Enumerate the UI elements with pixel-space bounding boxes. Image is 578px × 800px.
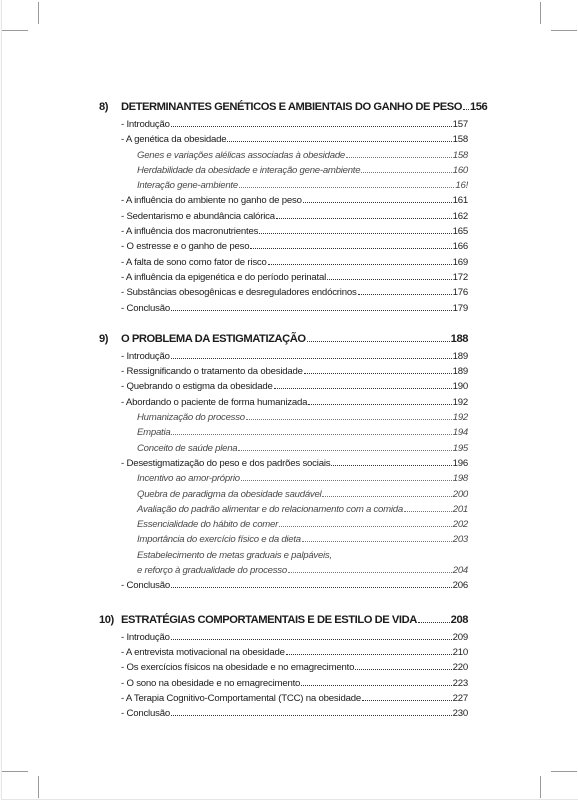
entry-label: - O estresse e o ganho de peso xyxy=(121,241,250,253)
toc-entry[interactable] xyxy=(99,255,468,270)
entry-label: - Desestigmatização do peso e dos padrões sociais xyxy=(121,457,331,469)
entry-label: - Conclusão xyxy=(121,708,170,720)
toc-entry[interactable] xyxy=(99,270,468,285)
entry-label: Empatia xyxy=(137,427,171,439)
entry-label: - Introdução xyxy=(121,631,170,643)
page-number: 165 xyxy=(452,226,468,238)
dot-leader xyxy=(346,157,452,158)
toc-entry[interactable] xyxy=(99,706,468,721)
dot-leader xyxy=(304,373,452,374)
dot-leader xyxy=(362,700,452,701)
dot-leader xyxy=(171,715,452,716)
entry-label: Humanização do processo xyxy=(137,412,245,424)
toc-subentry-multiline[interactable] xyxy=(99,548,468,579)
toc-entry[interactable] xyxy=(99,117,468,132)
dot-leader xyxy=(301,685,451,686)
entry-label: - Introdução xyxy=(121,119,170,130)
dot-leader xyxy=(361,172,451,173)
page-number: 166 xyxy=(452,241,468,253)
toc-entry[interactable] xyxy=(99,395,468,410)
entry-label: Herdabilidade da obesidade e interação gene-ambiente xyxy=(137,164,361,176)
toc-subentry[interactable] xyxy=(99,425,468,440)
dot-leader xyxy=(171,358,452,359)
toc-entry[interactable] xyxy=(99,660,468,675)
page-number: 188 xyxy=(450,332,468,345)
dot-leader xyxy=(239,187,454,188)
dot-leader xyxy=(288,572,452,573)
dot-leader xyxy=(279,526,452,527)
toc-entry[interactable] xyxy=(99,224,468,239)
entry-label: - A influência dos macronutrientes xyxy=(121,226,259,238)
entry-label: - Os exercícios físicos na obesidade e no emagrecimento xyxy=(121,662,355,674)
page-number: 158 xyxy=(452,134,468,146)
dot-leader xyxy=(322,496,451,497)
page-number: 223 xyxy=(452,677,468,689)
crop-mark xyxy=(38,2,39,24)
dot-leader xyxy=(307,341,450,342)
dot-leader xyxy=(268,264,452,265)
page-number: 158 xyxy=(452,149,468,161)
page-number: 230 xyxy=(452,708,468,720)
entry-label: - Quebrando o estigma da obesidade xyxy=(121,381,273,393)
entry-label: - A influência da epigenética e do período perinatal xyxy=(121,271,327,283)
chapter-title: O PROBLEMA DA ESTIGMATIZAÇÃO xyxy=(121,332,306,345)
entry-label: - Conclusão xyxy=(121,580,170,592)
page-number: 160 xyxy=(452,164,468,176)
section-spacer xyxy=(99,316,468,329)
page-number: 189 xyxy=(452,350,468,362)
chapter-title: DETERMINANTES GENÉTICOS E AMBIENTAIS DO GANHO DE PESO xyxy=(121,101,463,113)
entry-label: - Ressignificando o tratamento da obesidade xyxy=(121,366,303,378)
dot-leader xyxy=(463,109,469,110)
page-number: 195 xyxy=(452,442,468,454)
chapter-number: 8) xyxy=(99,101,109,113)
toc-subentry[interactable] xyxy=(99,502,468,517)
dot-leader xyxy=(227,141,451,142)
page-number: 220 xyxy=(452,662,468,674)
entry-label: - A Terapia Cognitivo-Comportamental (TCC) na obesidade xyxy=(121,692,361,704)
table-of-contents xyxy=(99,97,488,721)
dot-leader xyxy=(327,279,451,280)
dot-leader xyxy=(171,126,452,127)
dot-leader xyxy=(274,388,452,389)
toc-entry[interactable] xyxy=(99,645,468,660)
entry-label: Interação gene-ambiente xyxy=(137,180,238,192)
page-number: 202 xyxy=(452,519,468,531)
chapter-number: 10) xyxy=(99,613,114,626)
entry-label: - Substâncias obesogênicas e desreguladores endócrinos xyxy=(121,287,357,299)
toc-entry[interactable] xyxy=(99,630,468,645)
dot-leader xyxy=(418,622,450,623)
crop-mark xyxy=(2,771,28,772)
toc-entry[interactable] xyxy=(99,364,468,379)
toc-entry[interactable] xyxy=(99,456,468,471)
page-number: 210 xyxy=(452,646,468,658)
page-number: 208 xyxy=(450,613,468,626)
entry-label: Genes e variações alélicas associadas à obesidade xyxy=(137,149,346,161)
toc-entry[interactable] xyxy=(99,285,468,300)
dot-leader xyxy=(259,233,451,234)
entry-label: - A falta de sono como fator de risco xyxy=(121,256,267,268)
toc-subentry[interactable] xyxy=(99,148,468,163)
toc-subentry[interactable] xyxy=(99,178,468,193)
entry-label: Conceito de saúde plena xyxy=(137,442,238,454)
entry-label: e reforço à gradualidade do processo xyxy=(137,565,287,577)
dot-leader xyxy=(404,511,452,512)
toc-entry[interactable] xyxy=(99,209,468,224)
dot-leader xyxy=(238,450,451,451)
entry-label: Incentivo ao amor-próprio xyxy=(137,473,240,485)
toc-subentry[interactable] xyxy=(99,471,468,486)
entry-label: - Sedentarismo e abundância calórica xyxy=(121,210,275,222)
dot-leader xyxy=(308,404,451,405)
page-number: 227 xyxy=(452,692,468,704)
entry-label: - Abordando o paciente de forma humanizada xyxy=(121,396,308,408)
page-number: 192 xyxy=(452,412,468,424)
page-number: 156 xyxy=(470,101,488,113)
page-number: 192 xyxy=(452,396,468,408)
entry-label: - Introdução xyxy=(121,350,170,362)
toc-subentry[interactable] xyxy=(99,487,468,502)
dot-leader xyxy=(276,218,452,219)
toc-entry[interactable] xyxy=(99,193,468,208)
entry-label: Quebra de paradigma da obesidade saudável xyxy=(137,488,322,500)
document-page xyxy=(1,0,578,800)
page-number: 157 xyxy=(452,119,468,130)
page-number: 200 xyxy=(452,488,468,500)
toc-entry[interactable] xyxy=(99,132,468,147)
chapter-heading-10[interactable] xyxy=(99,610,468,630)
entry-label-line1: Estabelecimento de metas graduais e palpáveis, xyxy=(137,549,332,561)
dot-leader xyxy=(246,419,452,420)
page-number: 190 xyxy=(452,381,468,393)
toc-entry[interactable] xyxy=(99,676,468,691)
page-number: 162 xyxy=(452,210,468,222)
toc-entry[interactable] xyxy=(99,301,468,316)
dot-leader xyxy=(241,480,452,481)
entry-label: - A influência do ambiente no ganho de peso xyxy=(121,195,302,207)
chapter-title: ESTRATÉGIAS COMPORTAMENTAIS E DE ESTILO DE VIDA xyxy=(121,613,417,626)
page-number: 198 xyxy=(452,473,468,485)
dot-leader xyxy=(171,639,452,640)
entry-label: - A genética da obesidade xyxy=(121,134,227,146)
page-number: 209 xyxy=(452,631,468,643)
page-number: 189 xyxy=(452,366,468,378)
dot-leader xyxy=(355,669,451,670)
entry-label: Importância do exercício físico e da dieta xyxy=(137,534,301,546)
entry-label: - Conclusão xyxy=(121,302,170,314)
toc-subentry[interactable] xyxy=(99,163,468,178)
page-number: 194 xyxy=(452,427,468,439)
entry-label: Avaliação do padrão alimentar e do relacionamento com a comida xyxy=(137,503,403,515)
chapter-heading-9[interactable] xyxy=(99,329,468,349)
crop-mark xyxy=(38,776,39,798)
dot-leader xyxy=(286,654,452,655)
dot-leader xyxy=(358,294,452,295)
page-number: 201 xyxy=(452,503,468,515)
entry-label: - A entrevista motivacional na obesidade xyxy=(121,646,285,658)
page-number: 161 xyxy=(452,195,468,207)
toc-subentry[interactable] xyxy=(99,441,468,456)
chapter-heading-8[interactable] xyxy=(99,97,488,117)
entry-label: Essencialidade do hábito de comer xyxy=(137,519,279,531)
page-number: 196 xyxy=(452,457,468,469)
dot-leader xyxy=(171,587,452,588)
toc-entry[interactable] xyxy=(99,239,468,254)
toc-subentry[interactable] xyxy=(99,532,468,547)
page-number: 16! xyxy=(455,180,468,192)
toc-subentry[interactable] xyxy=(99,410,468,425)
crop-mark xyxy=(540,776,541,798)
toc-entry[interactable] xyxy=(99,349,468,364)
page-number: 169 xyxy=(452,256,468,268)
page-number: 172 xyxy=(452,271,468,283)
toc-entry[interactable] xyxy=(99,578,468,593)
crop-mark xyxy=(2,30,28,31)
toc-entry[interactable] xyxy=(99,691,468,706)
dot-leader xyxy=(171,434,451,435)
page-number: 206 xyxy=(452,580,468,592)
crop-mark xyxy=(540,2,541,24)
entry-label: - O sono na obesidade e no emagrecimento xyxy=(121,677,301,689)
page-number: 179 xyxy=(452,302,468,314)
toc-subentry[interactable] xyxy=(99,517,468,532)
dot-leader xyxy=(250,248,451,249)
crop-mark xyxy=(551,30,577,31)
dot-leader xyxy=(302,541,452,542)
dot-leader xyxy=(331,465,451,466)
dot-leader xyxy=(303,202,452,203)
crop-mark xyxy=(551,771,577,772)
toc-entry[interactable] xyxy=(99,379,468,394)
page-number: 204 xyxy=(452,565,468,577)
chapter-number: 9) xyxy=(99,332,109,345)
page-number: 203 xyxy=(452,534,468,546)
dot-leader xyxy=(171,310,452,311)
section-spacer xyxy=(99,594,468,610)
page-number: 176 xyxy=(452,287,468,299)
